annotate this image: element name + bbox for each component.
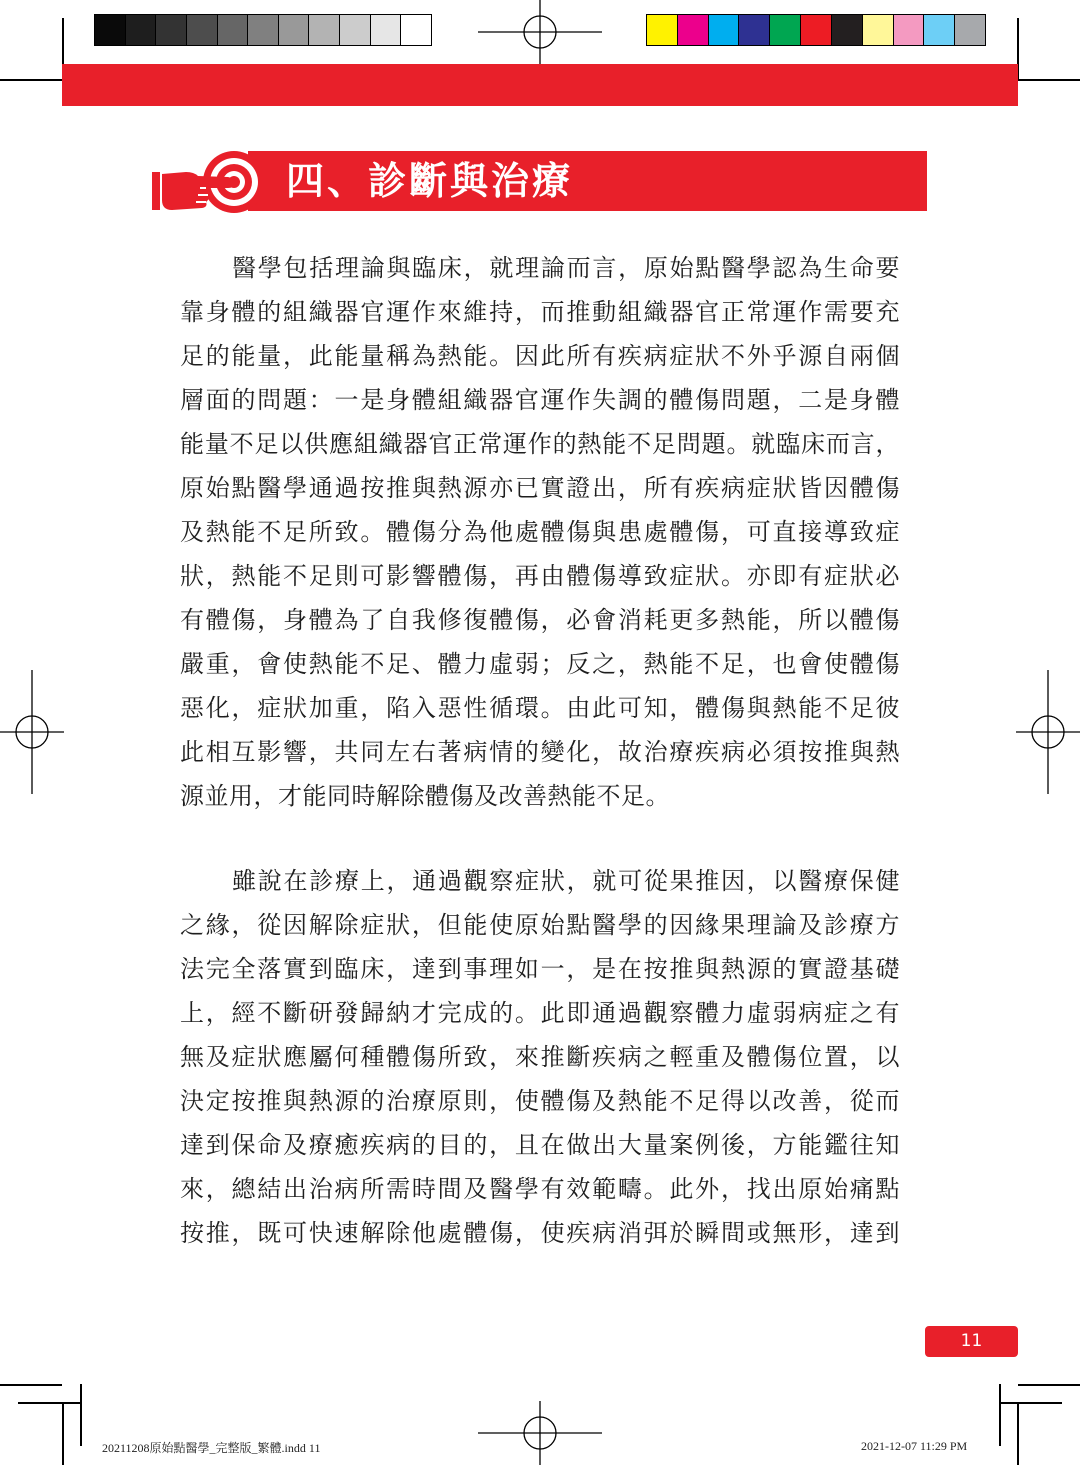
color-swatch-0 (647, 15, 678, 45)
text-line: 層面的問題：一是身體組織器官運作失調的體傷問題，二是身體 (180, 386, 900, 414)
registration-target-top (478, 0, 602, 64)
gray-swatch-4 (218, 15, 249, 45)
text-line: 有體傷，身體為了自我修復體傷，必會消耗更多熱能，所以體傷 (180, 606, 900, 634)
slug-timestamp: 2021-12-07 11:29 PM (861, 1439, 968, 1453)
color-swatch-2 (709, 15, 740, 45)
gray-swatch-3 (187, 15, 218, 45)
color-swatch-5 (801, 15, 832, 45)
gray-swatch-6 (279, 15, 310, 45)
gray-swatch-1 (126, 15, 157, 45)
color-swatch-7 (863, 15, 894, 45)
registration-target-right (1016, 670, 1080, 794)
text-line: 狀，熱能不足則可影響體傷，再由體傷導致症狀。亦即有症狀必 (180, 562, 900, 590)
text-line: 之緣，從因解除症狀，但能使原始點醫學的因緣果理論及診療方 (180, 911, 900, 939)
text-line: 惡化，症狀加重，陷入惡性循環。由此可知，體傷與熱能不足彼 (180, 694, 900, 722)
text-line: 靠身體的組織器官運作來維持，而推動組織器官正常運作需要充 (180, 298, 900, 326)
page-number: 11 (960, 1331, 983, 1351)
color-swatch-4 (770, 15, 801, 45)
gray-swatch-8 (340, 15, 371, 45)
body-paragraph-1 (180, 246, 900, 818)
text-line: 法完全落實到臨床，達到事理如一，是在按推與熱源的實證基礎 (180, 955, 900, 983)
grayscale-calibration-bar (94, 14, 432, 46)
pointing-hand-target-icon (150, 150, 268, 214)
text-line: 決定按推與熱源的治療原則，使體傷及熱能不足得以改善，從而 (180, 1087, 900, 1115)
text-line: 足的能量，此能量稱為熱能。因此所有疾病症狀不外乎源自兩個 (180, 342, 900, 370)
text-line: 及熱能不足所致。體傷分為他處體傷與患處體傷，可直接導致症 (180, 518, 900, 546)
text-line: 無及症狀應屬何種體傷所致，來推斷疾病之輕重及體傷位置，以 (180, 1043, 900, 1071)
gray-swatch-2 (156, 15, 187, 45)
section-title: 四、診斷與治療 (286, 159, 574, 203)
color-swatch-10 (955, 15, 985, 45)
text-line: 醫學包括理論與臨床，就理論而言，原始點醫學認為生命要 (232, 254, 900, 282)
gray-swatch-10 (401, 15, 431, 45)
text-line: 雖說在診療上，通過觀察症狀，就可從果推因，以醫療保健 (232, 867, 900, 895)
text-line: 上，經不斷研發歸納才完成的。此即通過觀察體力虛弱病症之有 (180, 999, 900, 1027)
text-line: 原始點醫學通過按推與熱源亦已實證出，所有疾病症狀皆因體傷 (180, 474, 900, 502)
text-line: 此相互影響，共同左右著病情的變化，故治療疾病必須按推與熱 (180, 738, 900, 766)
color-swatch-8 (894, 15, 925, 45)
body-paragraph-2 (180, 859, 900, 1255)
gray-swatch-7 (309, 15, 340, 45)
color-swatch-3 (739, 15, 770, 45)
registration-target-bottom (478, 1401, 602, 1465)
text-line: 能量不足以供應組織器官正常運作的熱能不足問題。就臨床而言， (180, 430, 900, 458)
gray-swatch-9 (371, 15, 402, 45)
gray-swatch-0 (95, 15, 126, 45)
top-red-band (62, 64, 1018, 106)
slug-file-name: 20211208原始點醫學_完整版_繁體.indd 11 (102, 1441, 321, 1455)
color-swatch-6 (832, 15, 863, 45)
gray-swatch-5 (248, 15, 279, 45)
text-line: 來，總結出治病所需時間及醫學有效範疇。此外，找出原始痛點 (180, 1175, 900, 1203)
text-line: 達到保命及療癒疾病的目的，且在做出大量案例後，方能鑑往知 (180, 1131, 900, 1159)
text-line: 源並用，才能同時解除體傷及改善熱能不足。 (180, 782, 670, 810)
text-line: 按推，既可快速解除他處體傷，使疾病消弭於瞬間或無形，達到 (180, 1219, 900, 1247)
color-calibration-bar (646, 14, 986, 46)
color-swatch-9 (924, 15, 955, 45)
text-line: 嚴重，會使熱能不足、體力虛弱；反之，熱能不足，也會使體傷 (180, 650, 900, 678)
color-swatch-1 (678, 15, 709, 45)
registration-target-left (0, 670, 64, 794)
